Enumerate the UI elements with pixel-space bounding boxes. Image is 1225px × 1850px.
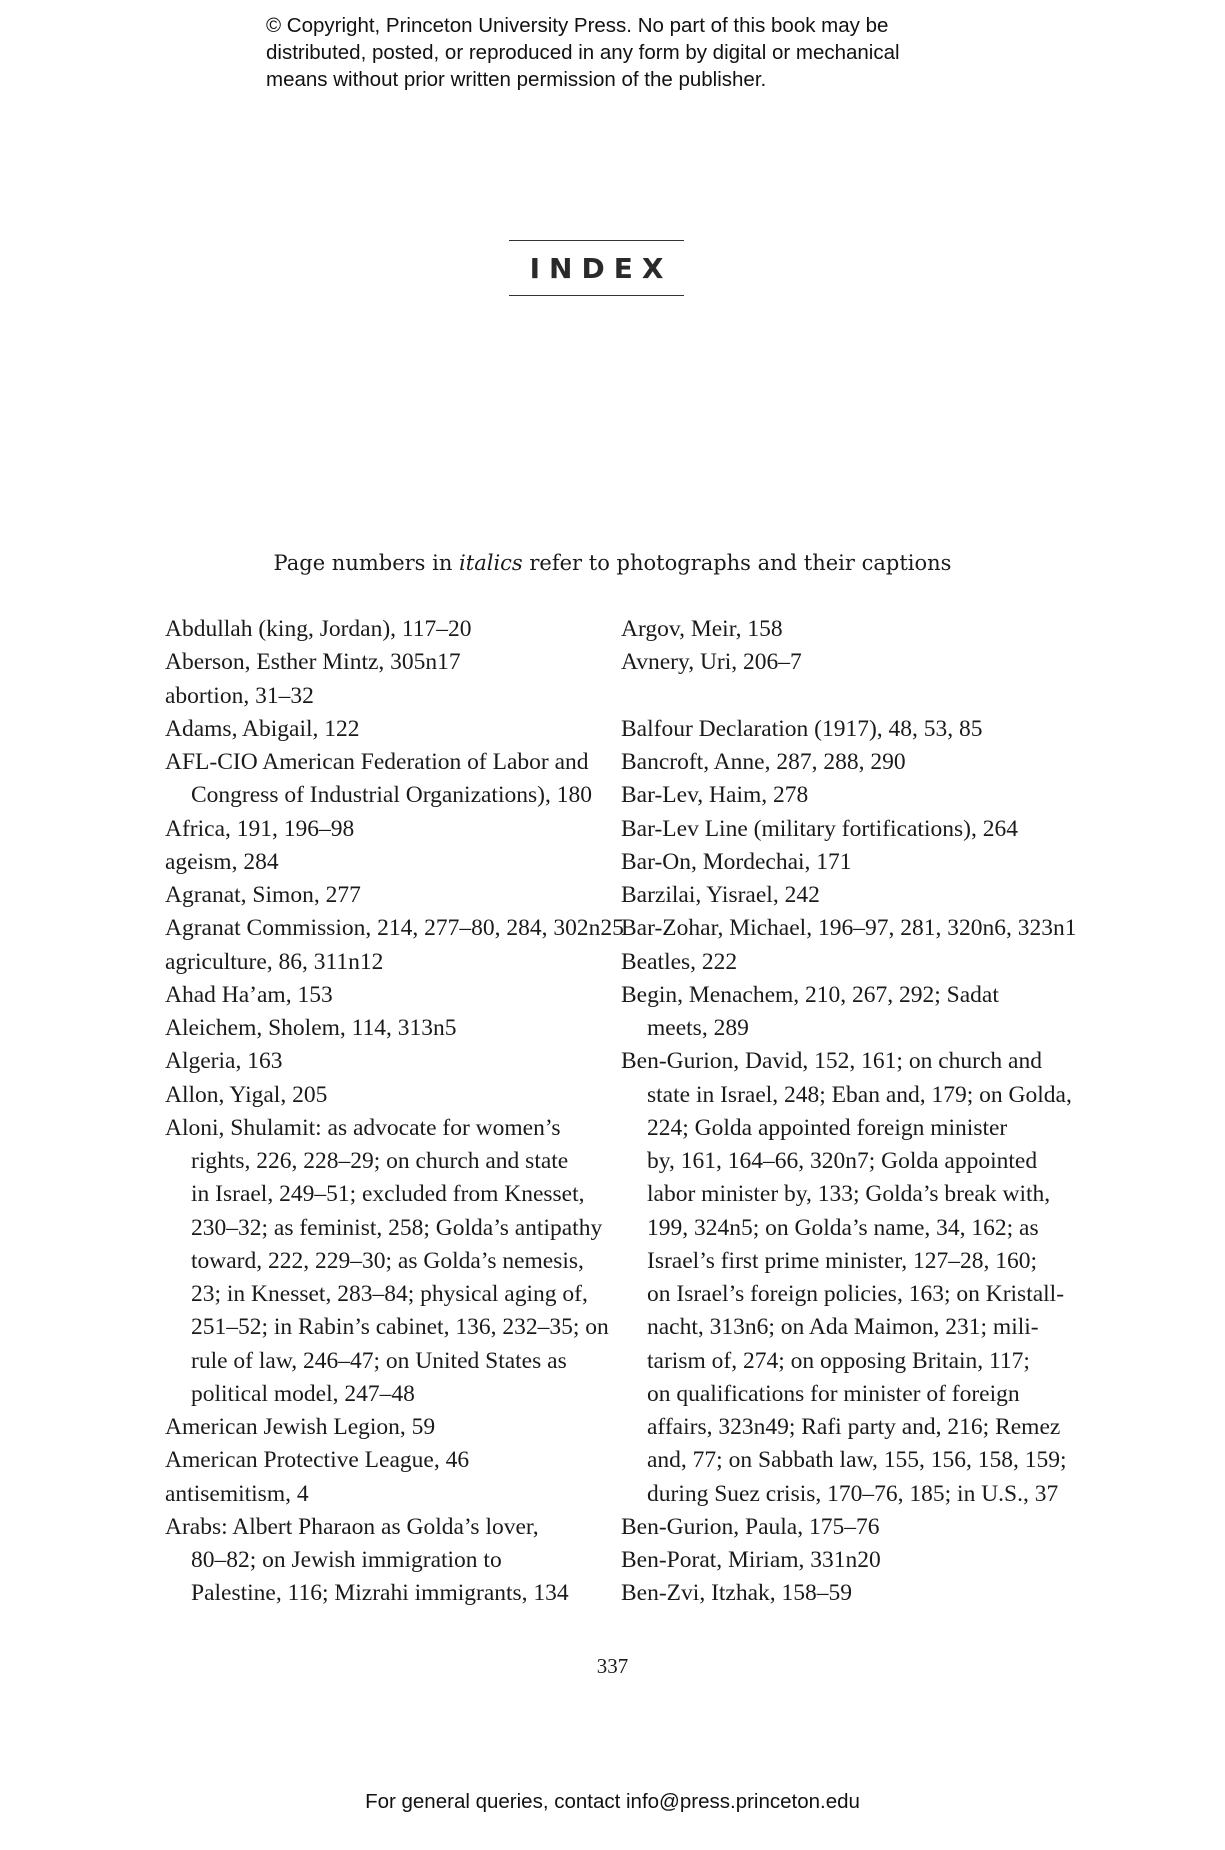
index-entry: American Jewish Legion, 59 bbox=[165, 1414, 436, 1440]
index-entry-continuation: tarism of, 274; on opposing Britain, 117; bbox=[647, 1347, 1030, 1374]
italics-note bbox=[0, 548, 1225, 578]
page-title: INDEX bbox=[529, 251, 673, 285]
page-number: 337 bbox=[596, 1654, 629, 1678]
index-entry-continuation: Israel’s first prime minister, 127–28, 160; bbox=[647, 1247, 1038, 1274]
index-entry: Agranat Commission, 214, 277–80, 284, 302n25 bbox=[165, 915, 624, 942]
index-entry: AFL-CIO American Federation of Labor and bbox=[165, 749, 589, 775]
index-entry-continuation: 80–82; on Jewish immigration to bbox=[191, 1547, 502, 1573]
index-entry: Agranat, Simon, 277 bbox=[165, 882, 361, 908]
index-entry: Balfour Declaration (1917), 48, 53, 85 bbox=[621, 715, 983, 742]
index-entry: Ahad Ha’am, 153 bbox=[165, 981, 333, 1008]
index-entry: Barzilai, Yisrael, 242 bbox=[621, 882, 820, 908]
index-entry: Bar-Zohar, Michael, 196–97, 281, 320n6, 323n1 bbox=[621, 915, 1077, 942]
index-entry-continuation: rule of law, 246–47; on United States as bbox=[191, 1347, 567, 1374]
index-entry-continuation: meets, 289 bbox=[647, 1015, 749, 1041]
copyright-notice bbox=[266, 12, 986, 93]
index-entry: Adams, Abigail, 122 bbox=[165, 715, 360, 742]
note-italic-word: italics bbox=[459, 551, 523, 575]
index-entry-continuation: toward, 222, 229–30; as Golda’s nemesis, bbox=[191, 1247, 584, 1274]
index-entry-continuation: and, 77; on Sabbath law, 155, 156, 158, 159; bbox=[647, 1447, 1067, 1474]
copyright-line: © Copyright, Princeton University Press. No part of this book may be bbox=[266, 14, 889, 37]
index-entry: Aleichem, Sholem, 114, 313n5 bbox=[165, 1015, 457, 1041]
index-entry: ageism, 284 bbox=[165, 848, 279, 875]
index-entry: antisemitism, 4 bbox=[165, 1480, 309, 1507]
index-entry-continuation: on Israel’s foreign policies, 163; on Kristall- bbox=[647, 1281, 1065, 1307]
index-entry-continuation: 251–52; in Rabin’s cabinet, 136, 232–35; on bbox=[191, 1314, 609, 1341]
index-entry: Ben-Zvi, Itzhak, 158–59 bbox=[621, 1580, 853, 1607]
copyright-line: distributed, posted, or reproduced in any form by digital or mechanical bbox=[266, 41, 900, 64]
index-entry-continuation: state in Israel, 248; Eban and, 179; on Golda, bbox=[647, 1081, 1072, 1108]
index-entry: Aloni, Shulamit: as advocate for women’s bbox=[165, 1114, 561, 1141]
index-heading-box bbox=[509, 240, 684, 296]
index-entry-continuation: 23; in Knesset, 283–84; physical aging of, bbox=[191, 1281, 588, 1307]
index-entry: Ben-Gurion, David, 152, 161; on church and bbox=[621, 1048, 1042, 1075]
index-entry-continuation: political model, 247–48 bbox=[191, 1380, 415, 1407]
index-entry: Bar-Lev Line (military fortifications), 264 bbox=[621, 815, 1018, 842]
index-entry-continuation: nacht, 313n6; on Ada Maimon, 231; mili- bbox=[647, 1314, 1039, 1341]
index-entry-continuation: 199, 324n5; on Golda’s name, 34, 162; as bbox=[647, 1214, 1039, 1241]
index-entry-continuation: in Israel, 249–51; excluded from Knesset, bbox=[191, 1181, 585, 1208]
index-entry: Bar-On, Mordechai, 171 bbox=[621, 848, 852, 875]
index-column-left bbox=[165, 613, 624, 1611]
index-entry-continuation: Palestine, 116; Mizrahi immigrants, 134 bbox=[191, 1580, 569, 1607]
index-entry-continuation: rights, 226, 228–29; on church and state bbox=[191, 1148, 569, 1174]
note-text-end: refer to photographs and their captions bbox=[522, 551, 952, 575]
index-entry-continuation: 230–32; as feminist, 258; Golda’s antipathy bbox=[191, 1214, 603, 1241]
index-entry: Algeria, 163 bbox=[165, 1048, 283, 1075]
index-entry: Avnery, Uri, 206–7 bbox=[621, 649, 802, 676]
index-entry-continuation: by, 161, 164–66, 320n7; Golda appointed bbox=[647, 1148, 1038, 1174]
index-entry: Ben-Porat, Miriam, 331n20 bbox=[621, 1547, 881, 1573]
index-entry: agriculture, 86, 311n12 bbox=[165, 948, 384, 975]
index-column-right bbox=[621, 613, 1077, 1611]
index-entry-continuation: labor minister by, 133; Golda’s break with, bbox=[647, 1181, 1051, 1208]
index-entry: Bar-Lev, Haim, 278 bbox=[621, 782, 809, 809]
index-entry: Argov, Meir, 158 bbox=[621, 616, 783, 642]
index-entry: abortion, 31–32 bbox=[165, 682, 314, 709]
index-entry-continuation: affairs, 323n49; Rafi party and, 216; Remez bbox=[647, 1414, 1061, 1440]
index-entry-continuation: 224; Golda appointed foreign minister bbox=[647, 1114, 1008, 1141]
index-letter-gap bbox=[621, 680, 1041, 713]
index-entry: Africa, 191, 196–98 bbox=[165, 815, 355, 842]
index-entry: Abdullah (king, Jordan), 117–20 bbox=[165, 616, 472, 642]
index-entry-continuation: on qualifications for minister of foreign bbox=[647, 1380, 1020, 1407]
index-entry: Aberson, Esther Mintz, 305n17 bbox=[165, 649, 461, 676]
index-entry: Begin, Menachem, 210, 267, 292; Sadat bbox=[621, 981, 999, 1008]
index-entry-continuation: during Suez crisis, 170–76, 185; in U.S., 37 bbox=[647, 1480, 1059, 1507]
contact-footer: For general queries, contact info@press.princeton.edu bbox=[365, 1790, 860, 1813]
index-entry: Bancroft, Anne, 287, 288, 290 bbox=[621, 749, 906, 775]
note-text-start: Page numbers in bbox=[273, 551, 460, 575]
copyright-line: means without prior written permission of the publisher. bbox=[266, 68, 767, 91]
index-entry: Arabs: Albert Pharaon as Golda’s lover, bbox=[165, 1513, 539, 1540]
index-entry: Allon, Yigal, 205 bbox=[165, 1081, 328, 1108]
index-entry: Beatles, 222 bbox=[621, 948, 738, 975]
index-entry: Ben-Gurion, Paula, 175–76 bbox=[621, 1513, 880, 1540]
index-entry: American Protective League, 46 bbox=[165, 1447, 470, 1474]
index-entry-continuation: Congress of Industrial Organizations), 180 bbox=[191, 782, 592, 809]
